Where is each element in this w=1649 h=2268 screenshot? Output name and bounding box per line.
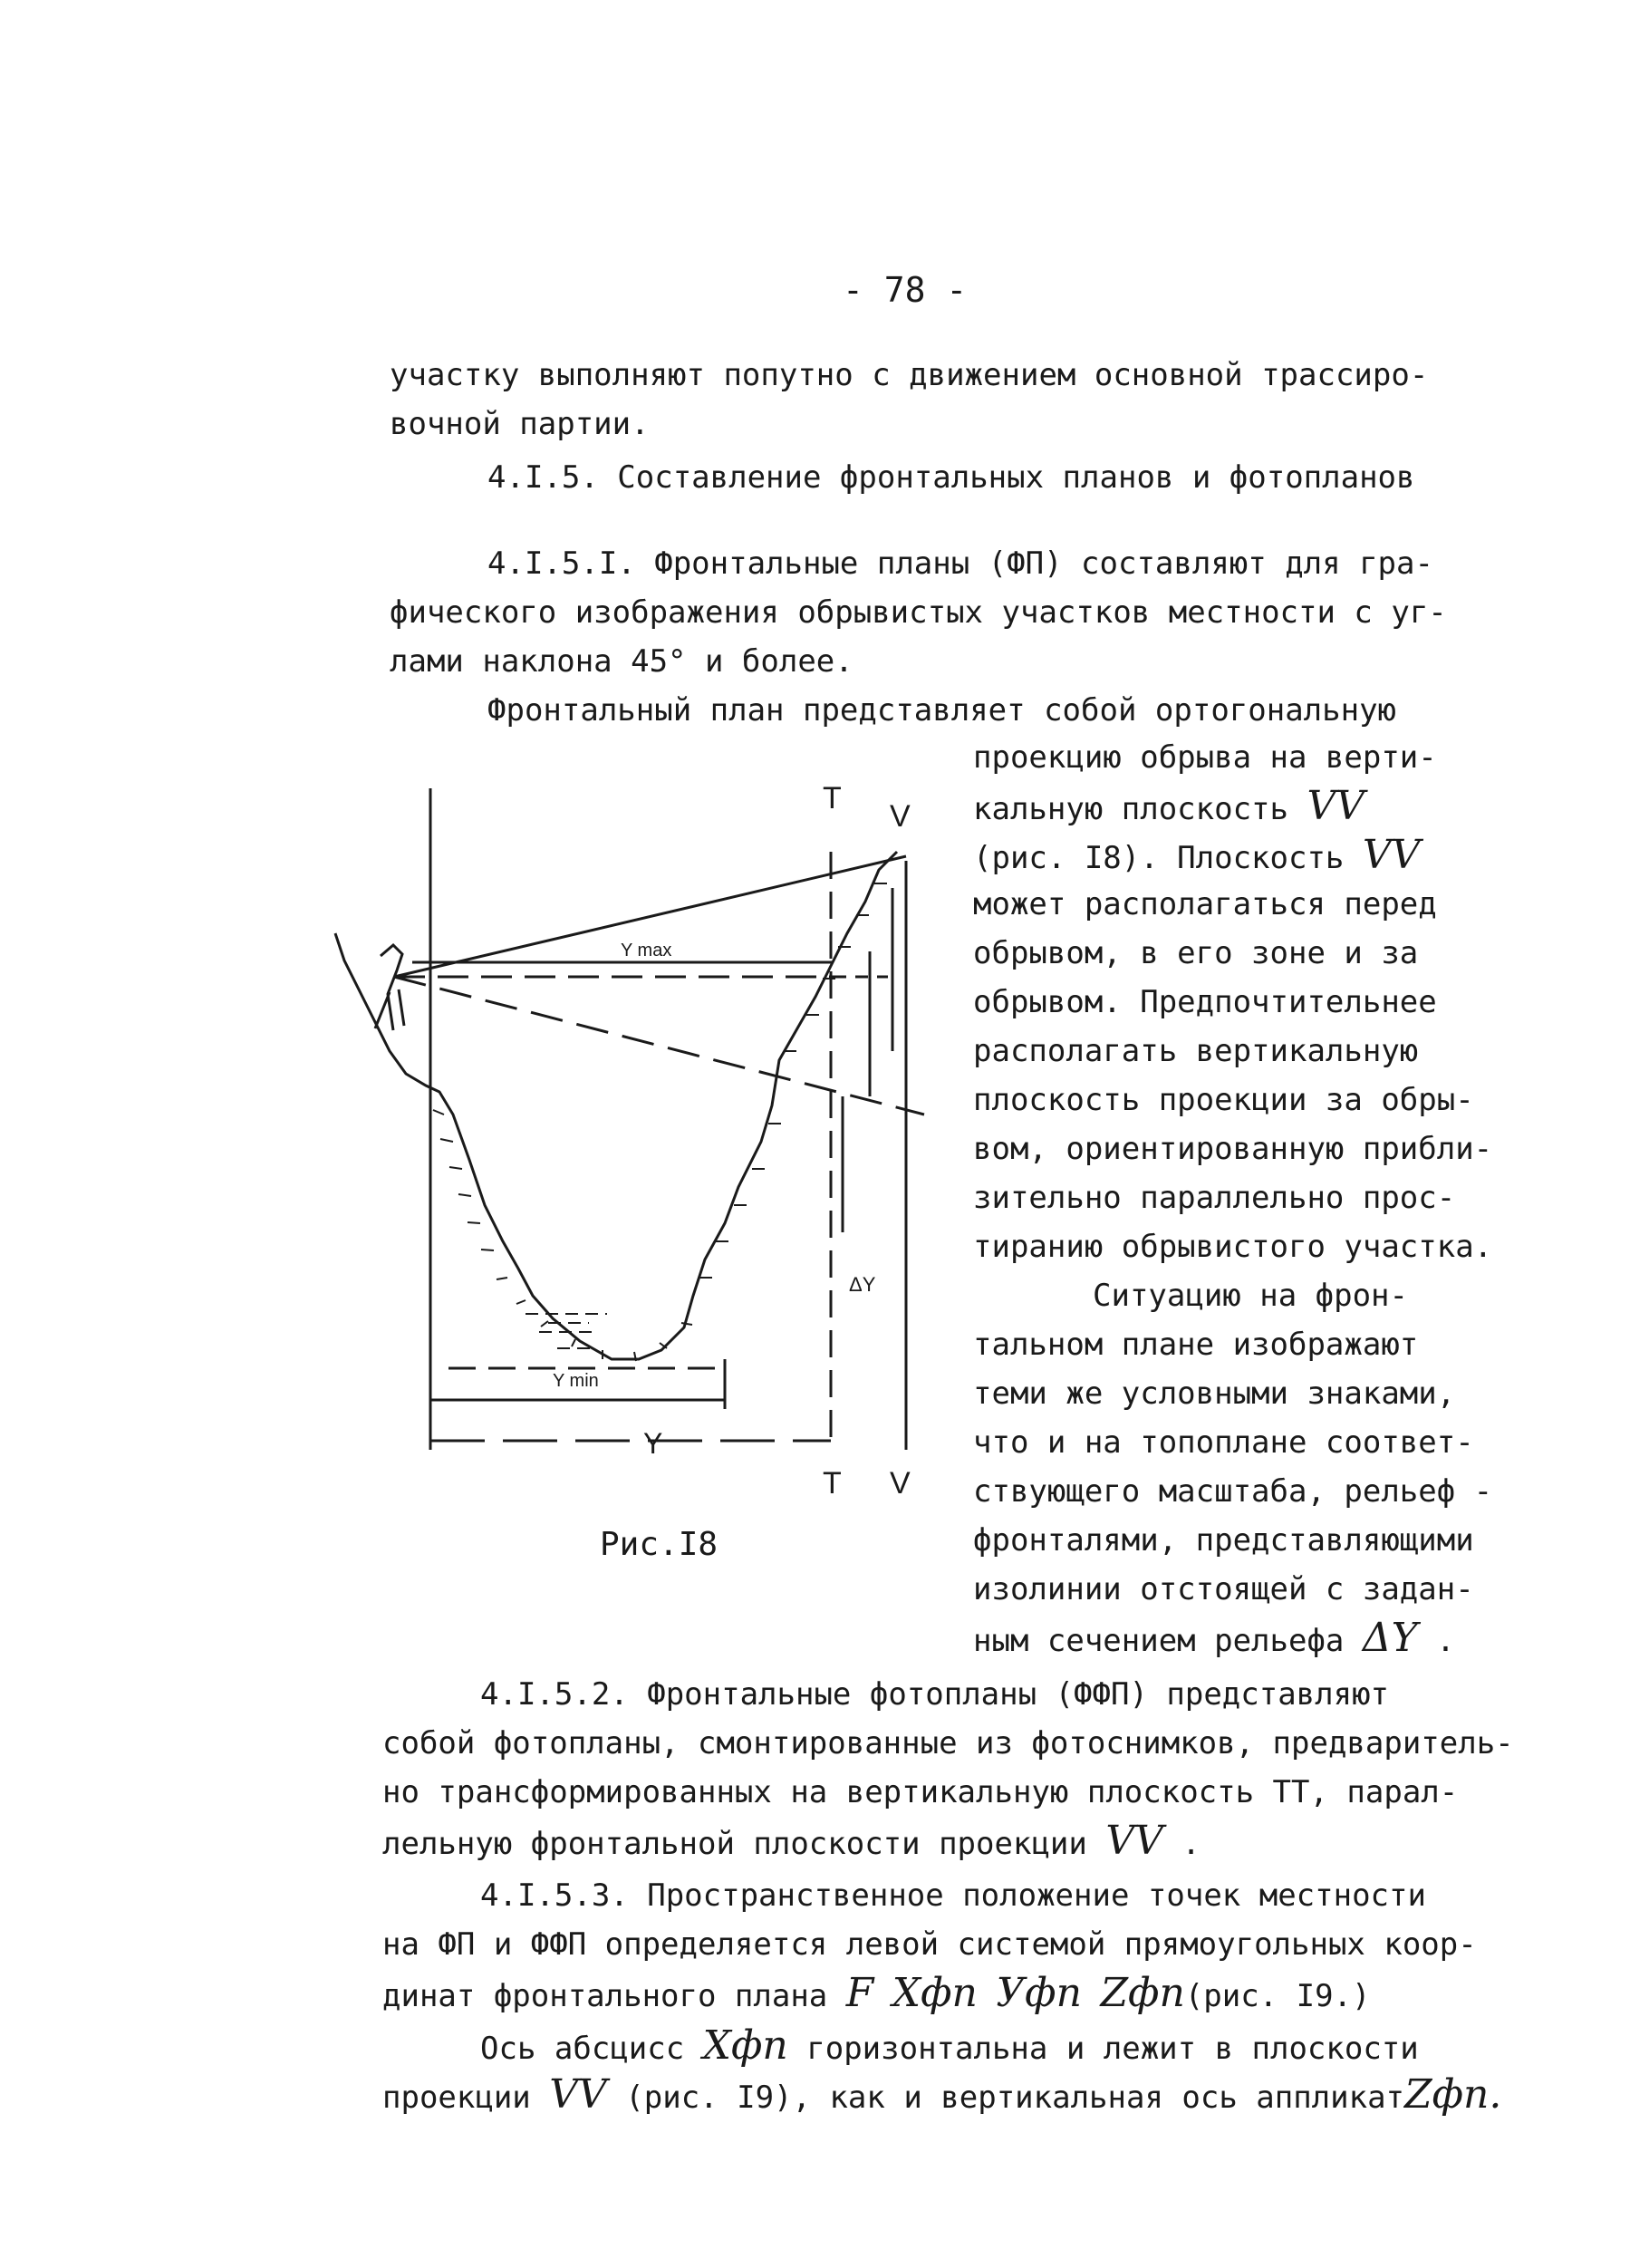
symbol-vv: VV <box>1362 832 1421 878</box>
cliff-profile <box>335 852 897 1359</box>
observer-figure <box>375 945 404 1030</box>
symbol-vv: VV <box>1307 783 1365 829</box>
text-line: но трансформированных на вертикальную плоскость ТТ, парал- <box>382 1774 1459 1810</box>
sight-line-down <box>394 977 924 1115</box>
text-line: лельную фронтальной плоскости проекции VV . <box>382 1818 1201 1864</box>
text-line: динат фронтального плана F Xфп Уфп Zфп(рис. I9.) <box>382 1970 1371 2016</box>
text-line: плоскость проекции за обры- <box>973 1082 1474 1118</box>
label-y: Y <box>643 1427 663 1460</box>
text-line: лами наклона 45° и более. <box>390 643 853 680</box>
text-line: 4.I.5.I. Фронтальные планы (ФП) составляют для гра- <box>487 545 1433 582</box>
text-line: обрывом, в его зоне и за <box>973 935 1419 971</box>
water-surface <box>526 1314 607 1348</box>
text-line: может располагаться перед <box>973 886 1437 922</box>
label-t-top: T <box>823 781 842 816</box>
symbol-x-fp: Xфп <box>702 2022 788 2069</box>
symbol-z-fp: Zфп <box>1100 1970 1185 2016</box>
text-line: кальную плоскость VV <box>973 783 1365 829</box>
label-v-top: V <box>890 799 911 834</box>
symbol-z-fp: Zфп. <box>1404 2071 1502 2118</box>
label-v-bottom: V <box>890 1466 911 1501</box>
label-y-min: Y min <box>553 1371 599 1391</box>
frontal-plan-diagram <box>326 752 960 1522</box>
text-line: Ось абсцисс Xфп горизонтальна и лежит в плоскости <box>480 2022 1419 2069</box>
text-line: зительно параллельно прос- <box>973 1180 1456 1216</box>
text-line: фического изображения обрывистых участков местности с уг- <box>390 594 1447 631</box>
text-line: тиранию обрывистого участка. <box>973 1229 1493 1265</box>
text-line: проекцию обрыва на верти- <box>973 739 1437 776</box>
text-line: ствующего масштаба, рельеф - <box>973 1473 1493 1510</box>
text-line: собой фотопланы, смонтированные из фотоснимков, предваритель- <box>382 1725 1514 1761</box>
text-line: теми же условными знаками, <box>973 1375 1456 1412</box>
text-line: вочной партии. <box>390 406 650 442</box>
symbol-delta-y: ΔY <box>1362 1615 1418 1661</box>
text-line: обрывом. Предпочтительнее <box>973 984 1437 1020</box>
page-number: - 78 - <box>843 270 968 310</box>
symbol-vv: VV <box>1105 1818 1163 1864</box>
symbol-y-fp: Уфп <box>996 1970 1082 2016</box>
figure-caption: Рис.I8 <box>600 1526 718 1563</box>
section-heading: 4.I.5. Составление фронтальных планов и фотопланов <box>487 459 1415 496</box>
text-line: Ситуацию на фрон- <box>1093 1278 1408 1314</box>
text-line: изолинии отстоящей с задан- <box>973 1571 1474 1607</box>
text-line: 4.I.5.3. Пространственное положение точек местности <box>480 1877 1426 1914</box>
text-line: на ФП и ФФП определяется левой системой прямоугольных коор- <box>382 1926 1477 1963</box>
text-line: проекции VV (рис. I9), как и вертикальная ось аппликатZфп. <box>382 2071 1502 2118</box>
symbol-vv: VV <box>549 2071 607 2118</box>
text-line: 4.I.5.2. Фронтальные фотопланы (ФФП) представляют <box>480 1676 1390 1713</box>
text-line: вом, ориентированную прибли- <box>973 1131 1493 1167</box>
label-t-bottom: T <box>823 1466 842 1501</box>
text-line: участку выполняют попутно с движением основной трассиро- <box>390 357 1429 393</box>
label-delta-y: ΔY <box>849 1273 876 1296</box>
symbol-x-fp: Xфп <box>892 1970 978 2016</box>
text-line: фронталями, представляющими <box>973 1522 1474 1559</box>
symbol-f: F <box>845 1970 874 2016</box>
text-line: (рис. I8). Плоскость VV <box>973 832 1421 878</box>
text-line: располагать вертикальную <box>973 1033 1419 1069</box>
text-line: ным сечением рельефа ΔY . <box>973 1615 1455 1661</box>
label-y-max: Y max <box>621 941 672 960</box>
text-line: Фронтальный план представляет собой ортогональную <box>487 692 1397 729</box>
text-line: тальном плане изображают <box>973 1327 1419 1363</box>
text-line: что и на топоплане соответ- <box>973 1424 1474 1461</box>
